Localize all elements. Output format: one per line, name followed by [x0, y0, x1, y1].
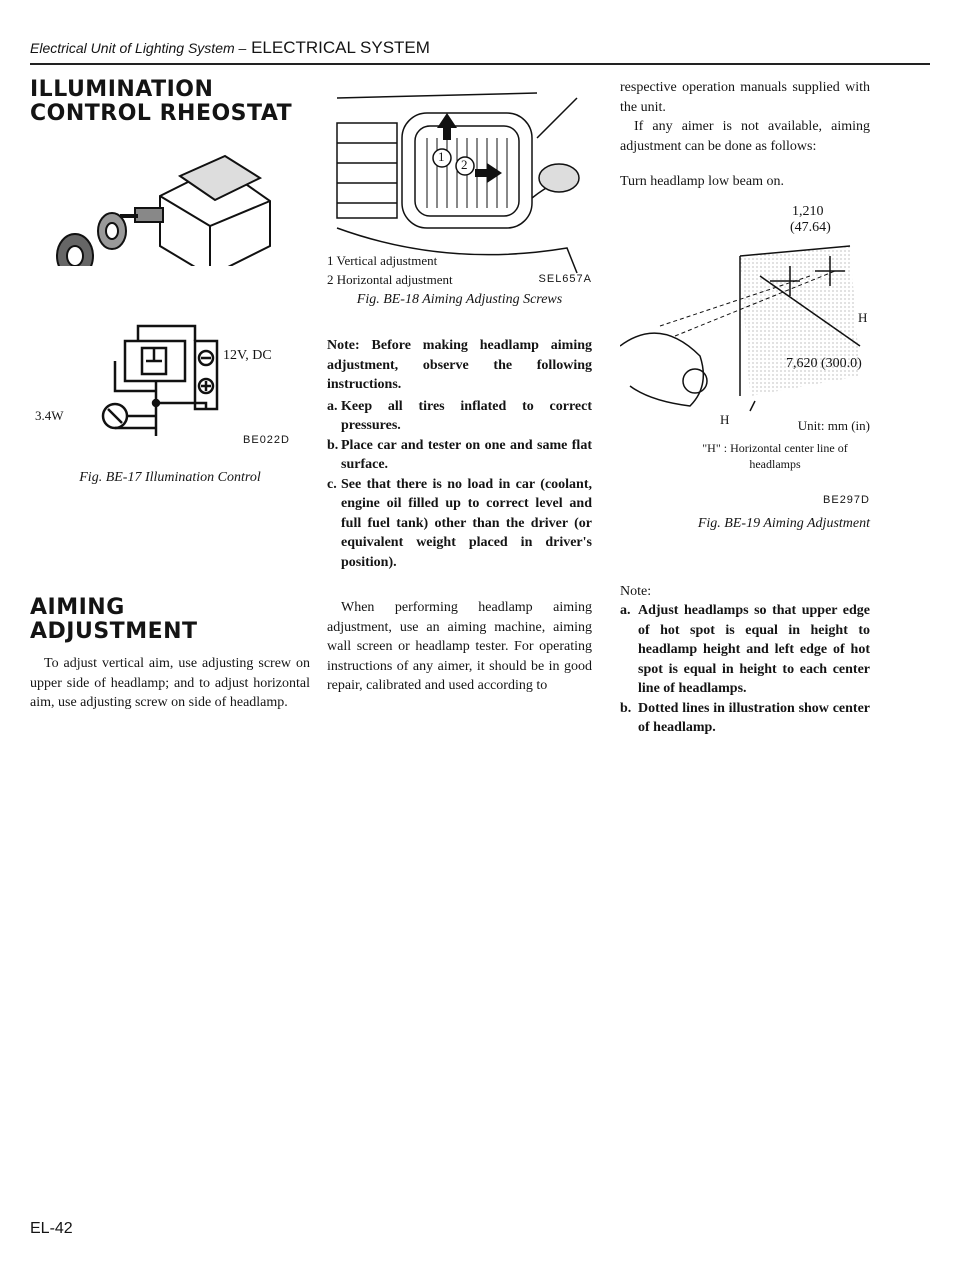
- legend-item-vertical: 1 Vertical adjustment: [327, 253, 438, 268]
- running-header: [30, 38, 930, 58]
- figure-code-be297d: BE297D: [823, 493, 870, 506]
- circuit-diagram: [30, 306, 290, 466]
- header-section-italic: Electrical Unit of Lighting System –: [30, 40, 247, 56]
- page-number: EL-42: [30, 1220, 73, 1237]
- voltage-label: 12V, DC: [223, 348, 272, 363]
- dimension-top-inches: (47.64): [790, 219, 831, 235]
- figure-code-sel657a: SEL657A: [538, 273, 592, 285]
- aiming-adjustment-svg: [620, 203, 870, 436]
- section-title-illumination: ILLUMINATION CONTROL RHEOSTAT: [30, 77, 293, 126]
- paragraph-no-aimer: If any aimer is not available, aiming adjustment can be done as follows:: [620, 119, 870, 154]
- dimension-top: 1,210: [792, 203, 824, 219]
- section-title-aiming: AIMING ADJUSTMENT: [30, 595, 198, 644]
- note-list-precautions: [327, 397, 592, 573]
- figure-17-caption: Fig. BE-17 Illumination Control: [79, 470, 261, 485]
- dimension-bottom: 7,620 (300.0): [786, 355, 862, 371]
- aiming-paragraph: To adjust vertical aim, use adjusting screw on upper side of headlamp; and to adjust horizontal aim, use adjusting screw on side of headlamp.: [30, 656, 310, 710]
- legend-item-horizontal: 2 Horizontal adjustment: [327, 272, 453, 287]
- marker-2: 2: [461, 157, 468, 172]
- header-section-title: ELECTRICAL SYSTEM: [251, 38, 430, 57]
- unit-label: Unit: mm (in): [797, 417, 870, 433]
- list-item: b. Place car and tester on one and same flat surface.: [327, 437, 592, 472]
- legend-h: "H" : Horizontal center line of headlamps: [702, 440, 848, 471]
- list-item: b. Dotted lines in illustration show center of headlamp.: [620, 700, 870, 735]
- label-h-bottom: H: [720, 411, 730, 427]
- figure-code-be022d: BE022D: [243, 434, 290, 446]
- list-item: a. Adjust headlamps so that upper edge of hot spot is equal in height to headlamp height and left edge of hot spot is equal in height to each center line of headlamps.: [620, 603, 870, 696]
- note-list-adjust: [620, 601, 870, 738]
- paragraph-low-beam: Turn headlamp low beam on.: [620, 174, 784, 189]
- list-item: a. Keep all tires inflated to correct pressures.: [327, 398, 592, 433]
- figure-18-caption: Fig. BE-18 Aiming Adjusting Screws: [356, 292, 563, 307]
- column-1: [30, 78, 310, 713]
- rheostat-illustration: [30, 136, 290, 266]
- header-rule: [30, 63, 930, 65]
- column-3: [620, 78, 870, 738]
- note-intro: Note: Before making headlamp aiming adjustment, observe the following instructions.: [327, 338, 592, 392]
- marker-1: 1: [438, 149, 445, 164]
- figure-19-caption: Fig. BE-19 Aiming Adjustment: [697, 515, 870, 531]
- column-2: [327, 78, 592, 696]
- paragraph-continued: respective operation manuals supplied with the unit.: [620, 80, 870, 115]
- note-head: Note:: [620, 583, 652, 599]
- list-item: c. See that there is no load in car (coolant, engine oil filled up to correct level and full fuel tank) other than the driver (or equivalent weight placed in driver's position).: [327, 476, 592, 570]
- aimer-paragraph: When performing headlamp aiming adjustment, use an aiming machine, aiming wall screen or headlamp tester. For operating instructions of any aimer, it should be in good repair, calibrated and used according to: [327, 600, 592, 693]
- wattage-label: 3.4W: [35, 408, 64, 423]
- label-h-right: H: [858, 309, 868, 325]
- aiming-screws-figure: [327, 78, 592, 288]
- aiming-adjustment-figure: [620, 203, 870, 436]
